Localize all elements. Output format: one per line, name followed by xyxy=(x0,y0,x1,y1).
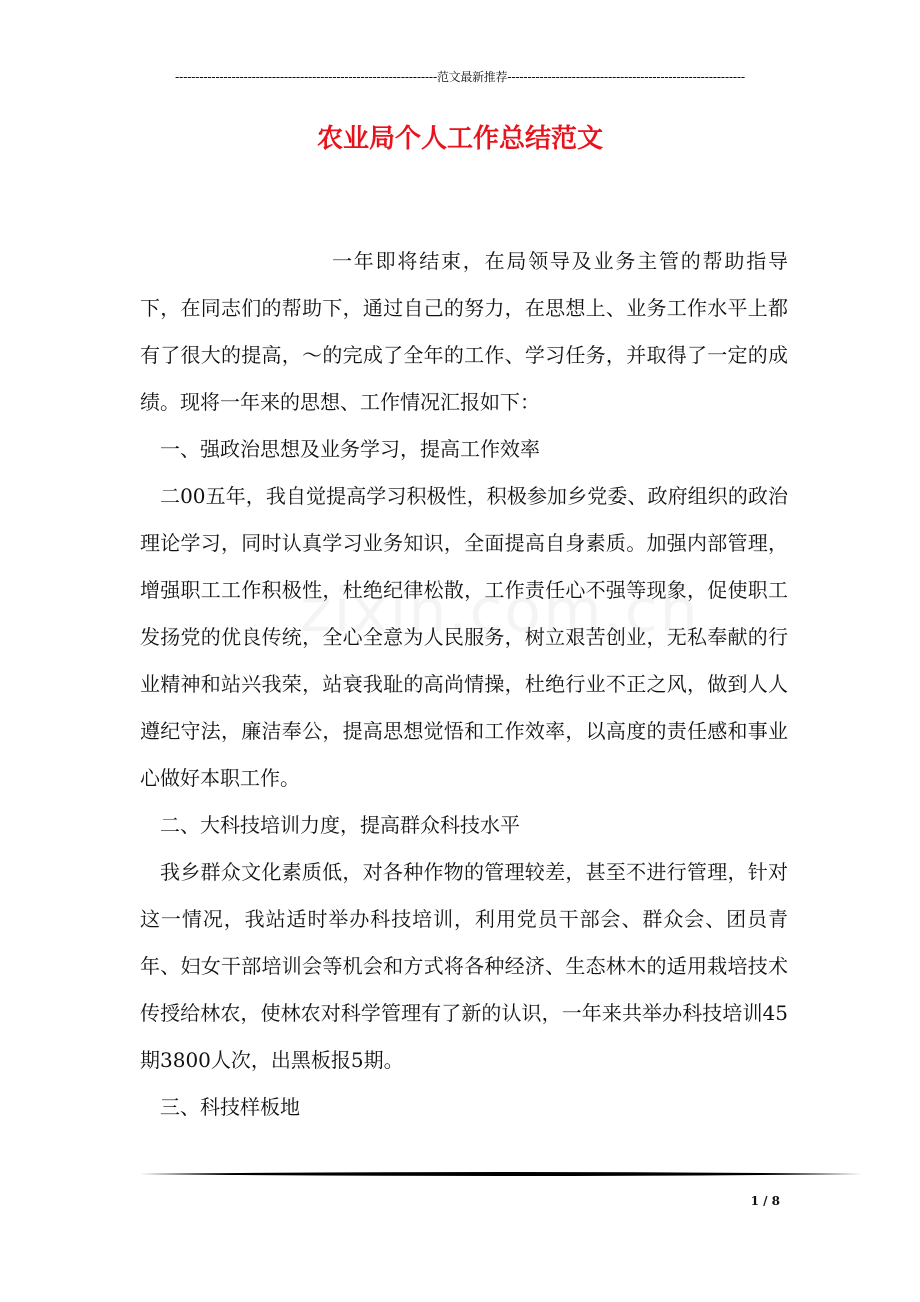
page-header: -----------------------------------------------------------------范文最新推荐----------------------------------------------------------- xyxy=(175,70,745,84)
paragraph-section-1: 二00五年，我自觉提高学习积极性，积极参加乡党委、政府组织的政治理论学习，同时认真学习业务知识，全面提高自身素质。加强内部管理，增强职工工作积极性，杜绝纪律松散，工作责任心不强等现象，促使职工发扬党的优良传统，全心全意为人民服务，树立艰苦创业，无私奉献的行业精神和站兴我荣，站衰我耻的高尚情操，杜绝行业不正之风，做到人人遵纪守法，廉洁奉公，提高思想觉悟和工作效率，以高度的责任感和事业心做好本职工作。 xyxy=(140,484,788,790)
section-heading-3: 三、科技样板地 xyxy=(160,1095,300,1119)
page-number: 1 / 8 xyxy=(750,1194,780,1208)
document-body xyxy=(140,238,788,1131)
paragraph-section-2: 我乡群众文化素质低，对各种作物的管理较差，甚至不进行管理，针对这一情况，我站适时举办科技培训，利用党员干部会、群众会、团员青年、妇女干部培训会等机会和方式将各种经济、生态林木的适用栽培技术传授给林农，使林农对科学管理有了新的认识，一年来共举办科技培训45期3800人次，出黑板报5期。 xyxy=(140,860,788,1072)
paragraph-intro: 一年即将结束，在局领导及业务主管的帮助指导下，在同志们的帮助下，通过自己的努力，在思想上、业务工作水平上都有了很大的提高，～的完成了全年的工作、学习任务，并取得了一定的成绩。现将一年来的思想、工作情况汇报如下： xyxy=(140,249,788,414)
footer-rule xyxy=(140,1171,862,1177)
section-heading-1: 一、强政治思想及业务学习，提高工作效率 xyxy=(160,437,540,461)
document-title: 农业局个人工作总结范文 xyxy=(316,124,603,154)
section-heading-2: 二、大科技培训力度，提高群众科技水平 xyxy=(160,813,520,837)
